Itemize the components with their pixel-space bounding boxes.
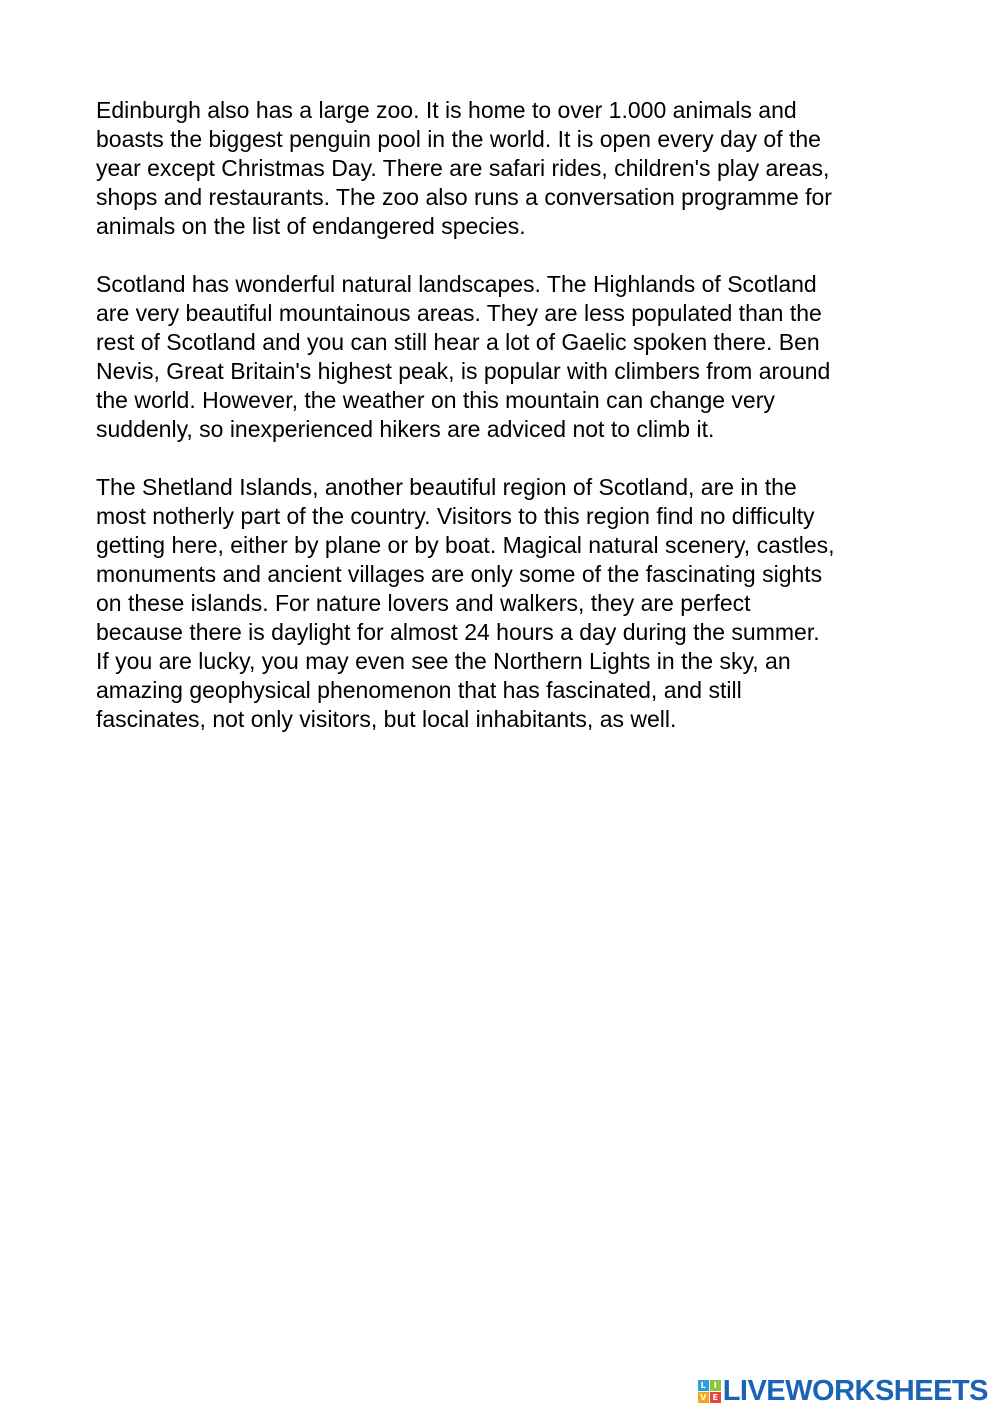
liveworksheets-wordmark: LIVEWORKSHEETS bbox=[722, 1374, 988, 1407]
liveworksheets-logo-icon bbox=[698, 1380, 721, 1403]
paragraph-shetland-islands: The Shetland Islands, another beautiful region of Scotland, are in the most notherly part of the country. Visitors to this region find no difficulty getting here, either by plane or by boat. Magical natural scenery, castles, monuments and ancient villages are only some of the fascinating sights on these islands. For nature lovers and walkers, they are perfect because there is daylight for almost 24 hours a day during the summer. If you are lucky, you may even see the Northern Lights in the sky, an amazing geophysical phenomenon that has fascinated, and still fascinates, not only visitors, but local inhabitants, as well. bbox=[96, 474, 835, 732]
liveworksheets-brand bbox=[698, 1375, 988, 1407]
paragraph-edinburgh-zoo: Edinburgh also has a large zoo. It is home to over 1.000 animals and boasts the biggest penguin pool in the world. It is open every day of the year except Christmas Day. There are safari rides, children's play areas, shops and restaurants. The zoo also runs a conversation programme for animals on the list of endangered species. bbox=[96, 97, 832, 239]
logo-tile-v: V bbox=[698, 1392, 709, 1403]
logo-tile-e: E bbox=[710, 1392, 721, 1403]
document-body bbox=[96, 96, 916, 763]
paragraph-highlands: Scotland has wonderful natural landscapes. The Highlands of Scotland are very beautiful mountainous areas. They are less populated than the rest of Scotland and you can still hear a lot of Gaelic spoken there. Ben Nevis, Great Britain's highest peak, is popular with climbers from around the world. However, the weather on this mountain can change very suddenly, so inexperienced hikers are adviced not to climb it. bbox=[96, 271, 831, 442]
logo-tile-l: L bbox=[698, 1380, 709, 1391]
logo-tile-i: I bbox=[710, 1380, 721, 1391]
